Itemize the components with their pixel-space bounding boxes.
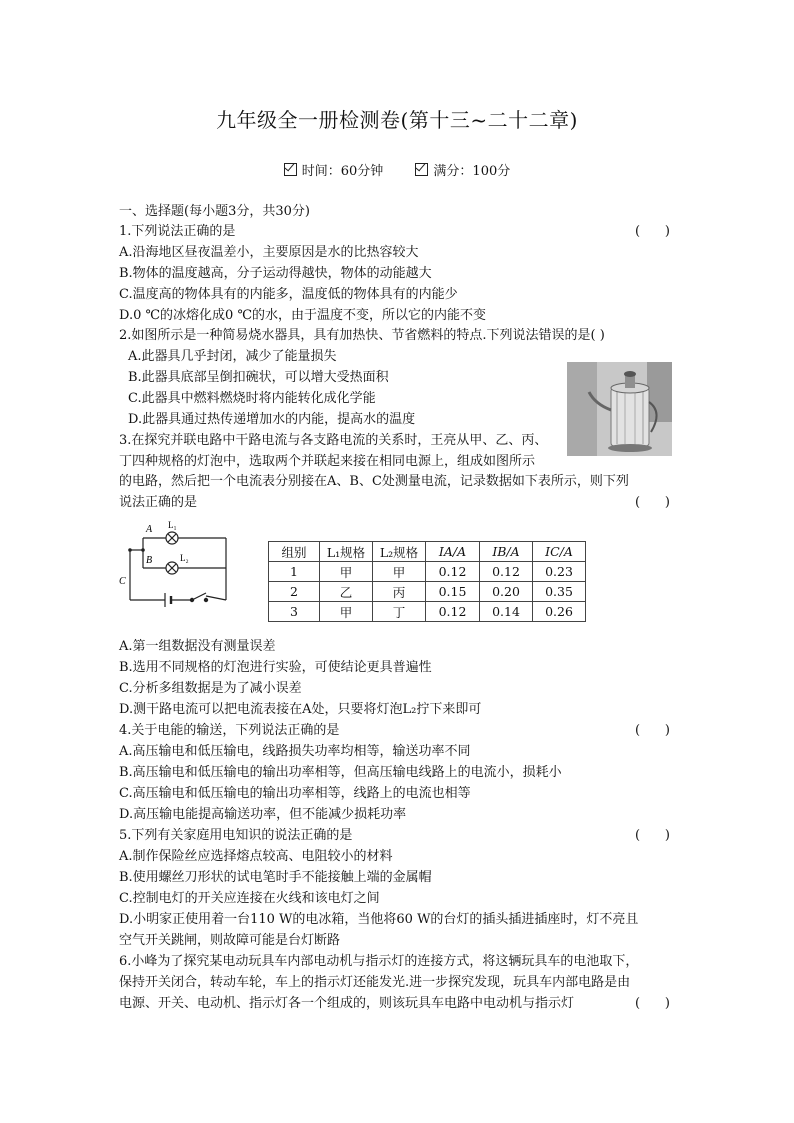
q3-stem-line-1: 3.在探究并联电路中干路电流与各支路电流的关系时，王亮从甲、乙、丙、	[119, 433, 548, 448]
q3-option-a: A.第一组数据没有测量误差	[119, 639, 276, 654]
battery-symbol	[165, 593, 171, 607]
q1-stem: 1.下列说法正确的是	[119, 224, 236, 239]
q6-stem-line-1: 6.小峰为了探究某电动玩具车内部电动机与指示灯的连接方式，将这辆玩具车的电池取下，	[119, 954, 639, 969]
table-cell: 2	[269, 582, 320, 602]
q3-stem-line-4: 说法正确的是	[119, 495, 198, 510]
checkbox-icon	[284, 163, 297, 176]
q3-answer-paren: ( )	[635, 495, 670, 510]
table-cell: 0.26	[533, 602, 586, 622]
time-info	[284, 160, 384, 179]
q4-option-a: A.高压输电和低压输电，线路损失功率均相等，输送功率不同	[119, 744, 471, 759]
table-header: IC/A	[533, 542, 586, 562]
q1-option-d: D.0 ℃的冰熔化成0 ℃的水，由于温度不变，所以它的内能不变	[119, 308, 486, 323]
q4-answer-paren: ( )	[635, 723, 670, 738]
score-text: 满分：100分	[433, 164, 511, 179]
table-cell: 丁	[373, 602, 426, 622]
label-c: C	[119, 576, 126, 587]
table-cell: 0.20	[480, 582, 533, 602]
q1-answer-paren: ( )	[635, 224, 670, 239]
q5-option-a: A.制作保险丝应选择熔点较高、电阻较小的材料	[119, 849, 393, 864]
q4-option-c: C.高压输电和低压输电的输出功率相等，线路上的电流也相等	[119, 786, 471, 801]
q2-option-b: B.此器具底部呈倒扣碗状，可以增大受热面积	[128, 370, 389, 385]
q1-option-b: B.物体的温度越高，分子运动得越快，物体的动能越大	[119, 266, 432, 281]
q2-option-a: A.此器具几乎封闭，减少了能量损失	[128, 349, 337, 364]
table-cell: 0.12	[426, 602, 480, 622]
q5-option-d-cont: 空气开关跳闸，则故障可能是台灯断路	[119, 933, 341, 948]
q3-option-b: B.选用不同规格的灯泡进行实验，可使结论更具普遍性	[119, 660, 432, 675]
q2-option-d: D.此器具通过热传递增加水的内能，提高水的温度	[128, 412, 416, 427]
exam-meta	[0, 160, 794, 179]
table-cell: 乙	[320, 582, 373, 602]
table-header-row	[269, 542, 586, 562]
q1-option-a: A.沿海地区昼夜温差小，主要原因是水的比热容较大	[119, 245, 419, 260]
q2-option-c: C.此器具中燃料燃烧时将内能转化成化学能	[128, 391, 376, 406]
table-row	[269, 582, 586, 602]
kettle-illustration	[567, 362, 672, 456]
q6-stem-line-3: 电源、开关、电动机、指示灯各一个组成的，则该玩具车电路中电动机与指示灯	[119, 996, 575, 1011]
table-header: IA/A	[426, 542, 480, 562]
table-header: L₁规格	[320, 542, 373, 562]
table-cell: 甲	[320, 562, 373, 582]
current-data-table	[268, 541, 586, 622]
table-row	[269, 602, 586, 622]
label-l2: L₂	[180, 553, 189, 563]
table-header: IB/A	[480, 542, 533, 562]
section-heading: 一、选择题(每小题3分，共30分)	[119, 204, 310, 219]
page-title: 九年级全一册检测卷(第十三~二十二章)	[216, 108, 578, 132]
lamp-l1	[166, 532, 178, 544]
q2-stem: 2.如图所示是一种简易烧水器具，具有加热快、节省燃料的特点.下列说法错误的是( )	[119, 328, 605, 343]
table-cell: 甲	[320, 602, 373, 622]
table-cell: 0.23	[533, 562, 586, 582]
lamp-l2	[166, 562, 178, 574]
q3-option-d: D.测干路电流可以把电流表接在A处，只要将灯泡L₂拧下来即可	[119, 702, 482, 717]
q3-stem-line-2: 丁四种规格的灯泡中，选取两个并联起来接在相同电源上，组成如图所示	[119, 454, 536, 469]
table-cell: 1	[269, 562, 320, 582]
label-a: A	[146, 524, 153, 535]
table-cell: 0.35	[533, 582, 586, 602]
table-cell: 0.14	[480, 602, 533, 622]
table-cell: 0.12	[480, 562, 533, 582]
table-cell: 0.15	[426, 582, 480, 602]
q4-stem: 4.关于电能的输送，下列说法正确的是	[119, 723, 340, 738]
q4-option-b: B.高压输电和低压输电的输出功率相等，但高压输电线路上的电流小，损耗小	[119, 765, 562, 780]
table-header: 组别	[269, 542, 320, 562]
table-cell: 0.12	[426, 562, 480, 582]
q5-option-d: D.小明家正使用着一台110 W的电冰箱，当他将60 W的台灯的插头插进插座时，灯不亮且	[119, 912, 639, 927]
time-text: 时间：60分钟	[301, 164, 384, 179]
label-b: B	[146, 555, 153, 566]
q5-option-b: B.使用螺丝刀形状的试电笔时手不能接触上端的金属帽	[119, 870, 432, 885]
score-info	[415, 160, 510, 179]
q5-option-c: C.控制电灯的开关应连接在火线和该电灯之间	[119, 891, 380, 906]
label-l1: L₁	[168, 520, 177, 530]
switch-symbol	[190, 593, 207, 602]
q5-stem: 5.下列有关家庭用电知识的说法正确的是	[119, 828, 353, 843]
q5-answer-paren: ( )	[635, 828, 670, 843]
q3-option-c: C.分析多组数据是为了减小误差	[119, 681, 302, 696]
q6-answer-paren: ( )	[635, 996, 670, 1011]
kettle-photo	[567, 362, 672, 456]
junction-dot	[128, 548, 132, 552]
table-cell: 3	[269, 602, 320, 622]
junction-dot	[141, 548, 145, 552]
q3-stem-line-3: 的电路，然后把一个电流表分别接在A、B、C处测量电流，记录数据如下表所示，则下列	[119, 474, 629, 489]
table-row	[269, 562, 586, 582]
q1-option-c: C.温度高的物体具有的内能多，温度低的物体具有的内能少	[119, 287, 458, 302]
table-header: L₂规格	[373, 542, 426, 562]
parallel-circuit-diagram	[118, 518, 233, 608]
q6-stem-line-2: 保持开关闭合，转动车轮，车上的指示灯还能发光.进一步探究发现，玩具车内部电路是由	[119, 975, 631, 990]
table-cell: 甲	[373, 562, 426, 582]
checkbox-icon	[415, 163, 428, 176]
table-cell: 丙	[373, 582, 426, 602]
q4-option-d: D.高压输电能提高输送功率，但不能减少损耗功率	[119, 807, 407, 822]
